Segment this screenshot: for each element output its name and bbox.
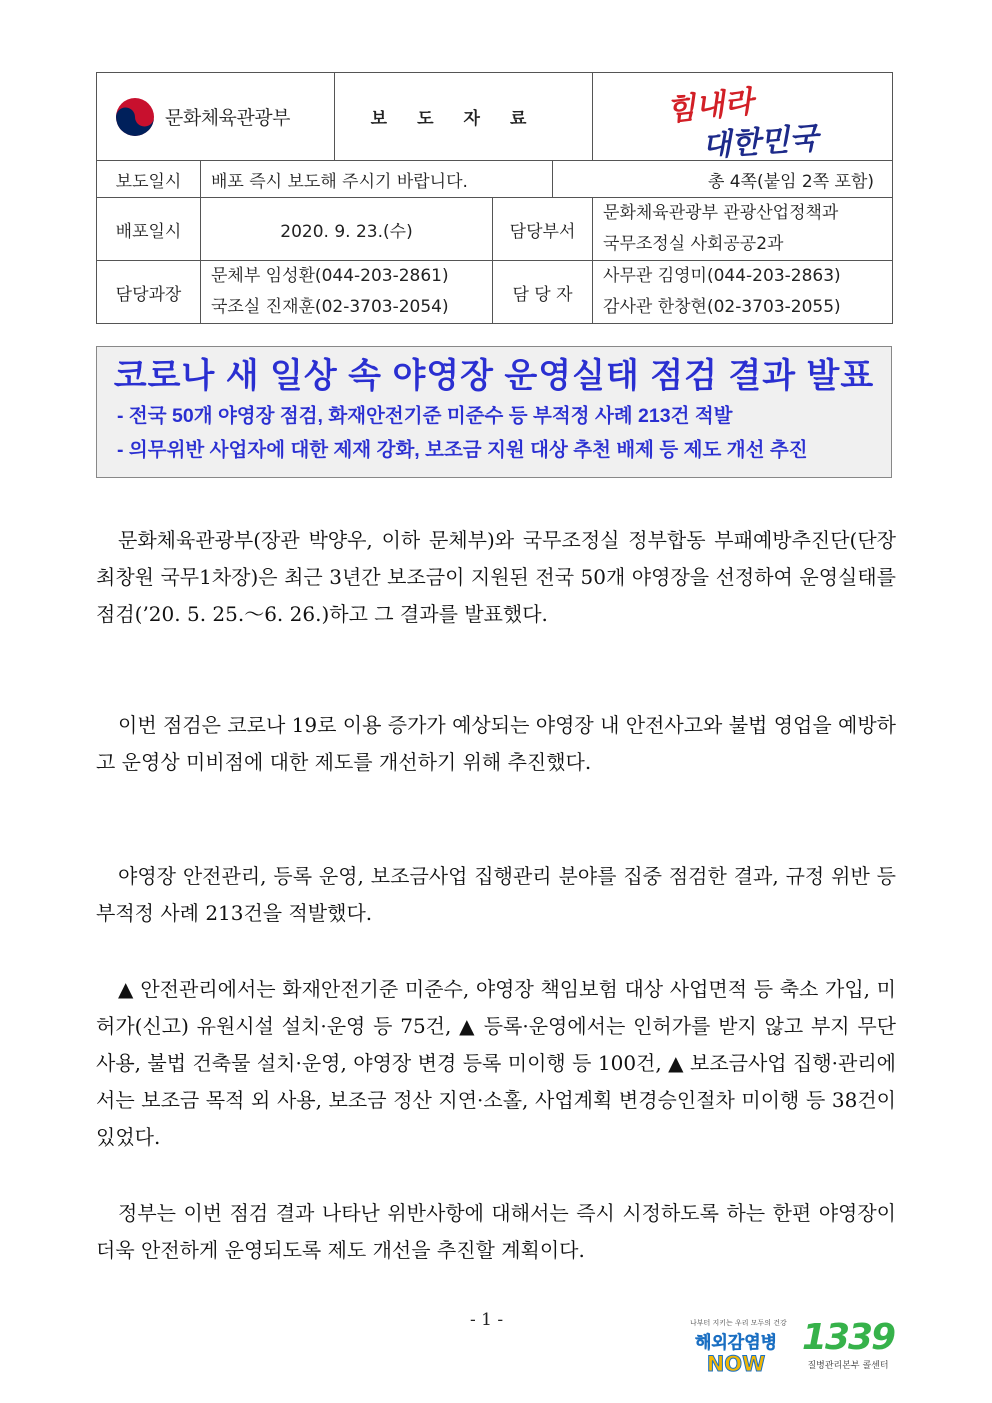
headline-sub2: - 의무위반 사업자에 대한 제재 강화, 보조금 지원 대상 추천 배제 등 제도 개선 추진 [117,439,808,461]
ministry-logo [115,97,334,137]
callcenter-number: 1339 [801,1317,895,1358]
director-line1: 문체부 임성환(044-203-2861) [211,266,449,286]
overseas-infection-now-badge [690,1318,787,1376]
contact-value [593,261,893,324]
distribution-date-value: 2020. 9. 23.(수) [201,198,493,261]
director-line2: 국조실 진재훈(02-3703-2054) [211,297,449,317]
body-paragraph-1: 문화체육관광부(장관 박양우, 이하 문체부)와 국무조정실 정부합동 부패예방추진단(단장 최창원 국무1차장)은 최근 3년간 보조금이 지원된 전국 50개 야영장을 선정하여 운영실태를 점검(’20. 5. 25.～6. 26.)하고 그 결과를 발표했다. [96,528,896,626]
distribution-date-label: 배포일시 [97,198,201,261]
callcenter-caption: 질병관리본부 콜센터 [807,1361,889,1371]
release-time-label: 보도일시 [97,161,201,198]
body-paragraph-5: 정부는 이번 점검 결과 나타난 위반사항에 대해서는 즉시 시정하도록 하는 한편 야영장이 더욱 안전하게 운영되도록 제도 개선을 추진할 계획이다. [96,1201,896,1262]
body-paragraph-4: ▲ 안전관리에서는 화재안전기준 미준수, 야영장 책임보험 대상 사업면적 등 축소 가입, 미허가(신고) 유원시설 설치·운영 등 75건, ▲ 등록·운영에서는 인허가를 받지 않고 부지 무단 사용, 불법 건축물 설치·운영, 야영장 변경 등록 미이행 등 100건, ▲ 보조금사업 집행·관리에서는 보조금 목적 외 사용, 보조금 정산 지연·소홀, 사업계획 변경승인절차 미이행 등 38건이 있었다. [96,977,896,1149]
page-count: 총 4쪽(붙임 2쪽 포함) [553,161,893,198]
badge-tagline: 나부터 지키는 우리 모두의 건강 [690,1319,787,1327]
headline-sub1: - 전국 50개 야영장 점검, 화재안전기준 미준수 등 부적정 사례 213건 적발 [117,405,733,427]
contact-label: 담 당 자 [493,261,593,324]
release-time-value: 배포 즉시 보도해 주시기 바랍니다. [201,161,553,198]
department-line1: 문화체육관광부 관광산업정책과 [603,203,839,223]
ministry-logo-cell [97,73,335,161]
badge-main-text: 해외감염병 [694,1333,778,1353]
doc-title: 보도자료 [335,73,593,161]
slogan-line2: 대한민국 [700,120,819,164]
contact-line2: 감사관 한창현(02-3703-2055) [603,297,841,317]
department-label: 담당부서 [493,198,593,261]
callcenter-1339-badge [798,1318,898,1378]
taegeuk-emblem-icon [115,97,155,137]
badge-now-text: NOW [706,1352,766,1376]
headline-box [96,346,892,478]
page-number: - 1 - [470,1310,504,1330]
body-paragraph-2: 이번 점검은 코로나 19로 이용 증가가 예상되는 야영장 내 안전사고와 불법 영업을 예방하고 운영상 미비점에 대한 제도를 개선하기 위해 추진했다. [96,713,896,774]
department-line2: 국무조정실 사회공공2과 [603,234,784,254]
director-value [201,261,493,324]
header-table [96,72,893,324]
headline-title: 코로나 새 일상 속 야영장 운영실태 점검 결과 발표 [113,357,875,395]
contact-line1: 사무관 김영미(044-203-2863) [603,266,841,286]
director-label: 담당과장 [97,261,201,324]
ministry-name: 문화체육관광부 [165,107,290,129]
department-value [593,198,893,261]
slogan-logo [593,73,893,164]
slogan-line1: 힘내라 [664,84,755,128]
body-paragraph-3: 야영장 안전관리, 등록 운영, 보조금사업 집행관리 분야를 집중 점검한 결과, 규정 위반 등 부적정 사례 213건을 적발했다. [96,864,896,925]
